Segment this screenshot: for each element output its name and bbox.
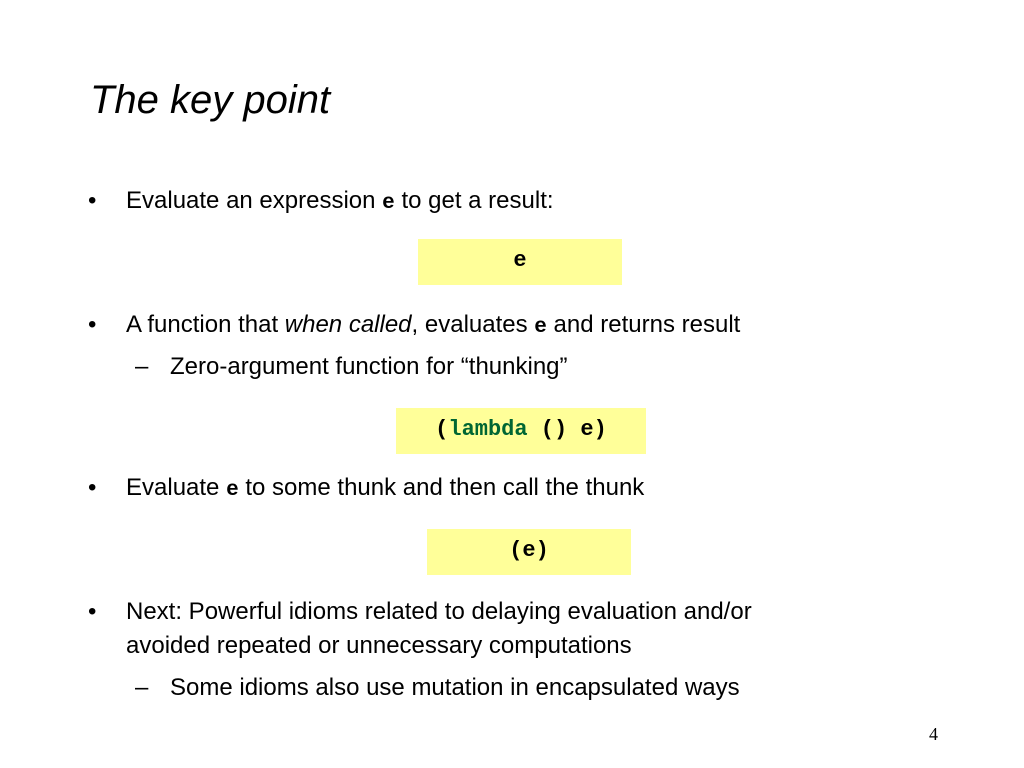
code-box-2-keyword: lambda <box>448 417 528 442</box>
bullet-2-emphasis: when called <box>284 311 412 338</box>
bullet-2-sub-text: Zero-argument function for “thunking” <box>170 353 568 380</box>
bullet-2-middle: , evaluates <box>411 311 535 338</box>
code-box-1: e <box>418 239 622 285</box>
bullet-4-line-2: avoided repeated or unnecessary computations <box>126 632 632 659</box>
sub-bullet-marker: – <box>135 674 149 701</box>
bullet-4-sub-text: Some idioms also use mutation in encapsulated ways <box>170 674 740 701</box>
bullet-1-text <box>126 185 554 220</box>
bullet-3-before: Evaluate <box>126 474 227 501</box>
bullet-marker: • <box>88 311 97 338</box>
bullet-3-after: to some thunk and then call the thunk <box>238 474 645 501</box>
page-number: 4 <box>929 724 938 744</box>
code-box-2 <box>396 408 646 454</box>
bullet-1-before: Evaluate an expression <box>126 187 383 214</box>
bullet-1-code: e <box>382 192 395 215</box>
bullet-3-text <box>126 472 644 507</box>
bullet-marker: • <box>88 598 97 625</box>
bullet-2-code: e <box>534 316 547 339</box>
bullet-3-code: e <box>226 479 239 502</box>
sub-bullet-marker: – <box>135 353 149 380</box>
bullet-2-after: and returns result <box>546 311 741 338</box>
bullet-2-before: A function that <box>126 311 285 338</box>
bullet-marker: • <box>88 474 97 501</box>
code-box-2-rest: () e) <box>527 417 607 442</box>
code-box-3: (e) <box>427 529 631 575</box>
code-box-2-open: ( <box>435 417 449 442</box>
bullet-1-after: to get a result: <box>394 187 554 214</box>
bullet-4-line-1: Next: Powerful idioms related to delaying evaluation and/or <box>126 598 752 625</box>
slide-title: The key point <box>90 78 331 122</box>
bullet-2-text <box>126 309 740 344</box>
bullet-marker: • <box>88 187 97 214</box>
